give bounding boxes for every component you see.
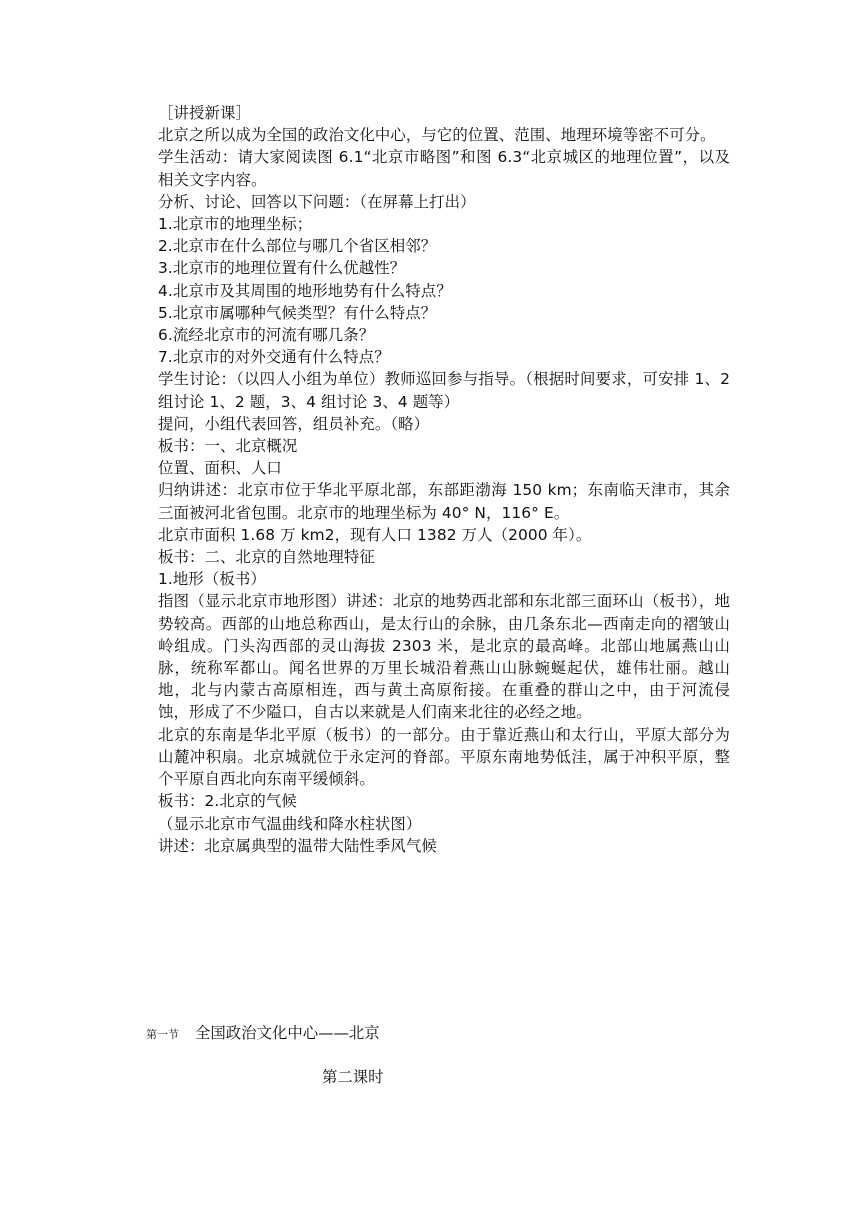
lesson-body — [158, 102, 730, 857]
paragraph-summary-location: 归纳讲述：北京市位于华北平原北部，东部距渤海 150 km；东南临天津市，其余三面被河北省包围。北京市的地理坐标为 40° N，116° E。 — [158, 481, 730, 522]
board-note-climate: 板书：2.北京的气候 — [158, 792, 297, 811]
board-note-natural-geography: 板书：二、北京的自然地理特征 — [158, 548, 375, 567]
question-4: 4.北京市及其周围的地形地势有什么特点？ — [158, 281, 452, 300]
paragraph-area-population: 北京市面积 1.68 万 km2，现有人口 1382 万人（2000 年）。 — [158, 525, 592, 544]
paragraph-terrain-plain: 北京的东南是华北平原（板书）的一部分。由于靠近燕山和太行山，平原大部分为山麓冲积扇。北京城就位于永定河的脊部。平原东南地势低洼，属于冲积平原，整个平原自西北向东南平缓倾斜。 — [158, 725, 730, 789]
question-2: 2.北京市在什么部位与哪几个省区相邻？ — [158, 237, 437, 256]
paragraph-student-activity: 学生活动：请大家阅读图 6.1“北京市略图”和图 6.3“北京城区的地理位置”，以及相关文字内容。 — [158, 148, 730, 189]
board-note-overview: 板书：一、北京概况 — [158, 437, 298, 456]
section-label: 第一节 — [146, 1028, 179, 1041]
subheading-terrain: 1.地形（板书） — [158, 570, 266, 589]
section-heading — [146, 1022, 380, 1046]
question-1: 1.北京市的地理坐标； — [158, 215, 313, 234]
paragraph-lecture-header: ［讲授新课］ — [158, 104, 251, 122]
paragraph-discussion-prompt: 分析、讨论、回答以下问题：（在屏幕上打出） — [158, 192, 476, 211]
paragraph-questioning: 提问，小组代表回答，组员补充。（略） — [158, 414, 430, 433]
question-3: 3.北京市的地理位置有什么优越性？ — [158, 259, 406, 278]
paragraph-climate-chart-note: （显示北京市气温曲线和降水柱状图） — [158, 814, 422, 833]
question-5: 5.北京市属哪种气候类型？有什么特点？ — [158, 303, 437, 322]
paragraph-intro: 北京之所以成为全国的政治文化中心，与它的位置、范围、地理环境等密不可分。 — [158, 126, 716, 145]
question-7: 7.北京市的对外交通有什么特点？ — [158, 348, 390, 367]
paragraph-student-discussion: 学生讨论：（以四人小组为单位）教师巡回参与指导。（根据时间要求，可安排 1、2 组讨论 1、2 题，3、4 组讨论 3、4 题等） — [158, 370, 730, 411]
paragraph-terrain-mountains: 指图（显示北京市地形图）讲述：北京的地势西北部和东北部三面环山（板书），地势较高。西部的山地总称西山，是太行山的余脉，由几条东北—西南走向的褶皱山岭组成。门头沟西部的灵山海拔 2303 米，是北京的最高峰。北部山地属燕山山脉，统称军都山。闻名世界的万里长城沿着燕山山脉蜿蜒起伏，雄伟壮丽。越山地，北与内蒙古高原相连，西与黄土高原衔接。在重叠的群山之中，由于河流侵蚀，形成了不少隘口，自古以来就是人们南来北往的必经之地。 — [158, 592, 730, 722]
paragraph-climate-type: 讲述：北京属典型的温带大陆性季风气候 — [158, 836, 437, 855]
section-title: 全国政治文化中心——北京 — [195, 1024, 380, 1042]
paragraph-location-area-population: 位置、面积、人口 — [158, 459, 282, 478]
question-6: 6.流经北京市的河流有哪几条？ — [158, 326, 375, 345]
lesson-period: 第二课时 — [322, 1068, 384, 1086]
